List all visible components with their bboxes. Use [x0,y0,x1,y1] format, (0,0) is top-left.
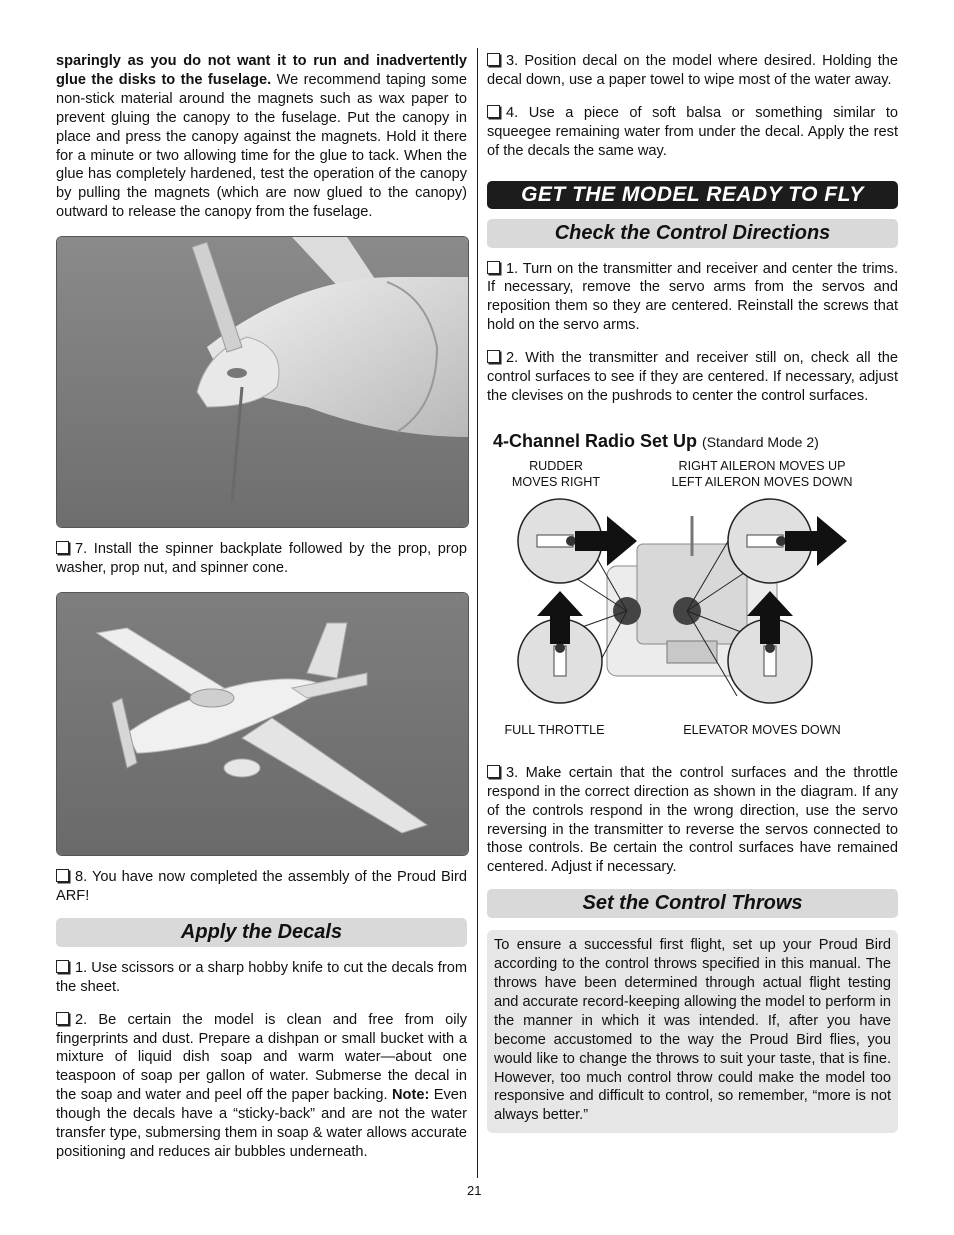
apply-decals-heading-text: Apply the Decals [180,920,343,943]
control-throws-text: To ensure a successful first flight, set up your Proud Bird according to the control throws specified in this manual. The throws have been determined through actual flight testing and accurate record-keeping allowing the model to perform in the manner in which it was intended. If, after you have become accustomed to the way the Proud Bird flies, you would like to change the throws to suit your taste, that is fine. However, too much control throw could make the model too responsive and difficult to control, so remember, “more is not always better.” [494,937,891,1124]
checkbox-icon[interactable] [56,869,69,882]
checkbox-icon[interactable] [487,105,500,118]
intro-text: We recommend taping some non-stick material around the magnets such as wax paper to prevent gluing the canopy to the fuselage. Put the canopy in place and press the canopy against the magnets. Hold it there for a minute or two allowing time for the glue to tack. When the glue has completely hardened, test the operation of the canopy by pulling the magnets (which are now glued to the canopy) outward to release the canopy from the fuselage. [56,71,467,221]
throttle-label: FULL THROTTLE [504,722,605,737]
aileron-label-line-1: RIGHT AILERON MOVES UP [678,458,846,473]
elevator-label: ELEVATOR MOVES DOWN [683,722,841,737]
ready-to-fly-heading-text: GET THE MODEL READY TO FLY [521,182,864,206]
control-throws-box [487,930,898,1133]
step-8-text: 8. You have now completed the assembly of the Proud Bird ARF! [56,868,467,904]
radio-diagram [487,458,898,748]
step-7-text: 7. Install the spinner backplate followed by the prop, prop washer, prop nut, and spinner cone. [56,541,467,577]
rudder-label-line-1: RUDDER [529,458,583,473]
checkbox-icon[interactable] [487,261,500,274]
left-column [56,52,467,1162]
checkbox-icon[interactable] [487,350,500,363]
check-step-3 [487,764,898,877]
checkbox-icon[interactable] [56,960,69,973]
check-step-2-text: 2. With the transmitter and receiver still on, check all the control surfaces to see if they are centered. If necessary, adjust the clevises on the pushrods to center the control surfaces. [487,350,898,404]
aileron-label [647,458,877,490]
checkbox-icon[interactable] [487,53,500,66]
radio-setup-title-text: 4-Channel Radio Set Up [493,430,698,451]
intro-paragraph [56,52,467,222]
decal-step-1-text: 1. Use scissors or a sharp hobby knife to cut the decals from the sheet. [56,959,467,995]
decal-step-2 [56,1011,467,1162]
checkbox-icon[interactable] [487,765,500,778]
column-divider [477,48,478,1178]
airplane-photo [56,592,469,856]
decal-step-1 [56,959,467,997]
aileron-label-line-2: LEFT AILERON MOVES DOWN [671,474,853,489]
ready-to-fly-heading [487,181,898,209]
note-label: Note: [392,1087,430,1104]
check-step-1 [487,260,898,336]
check-step-2 [487,349,898,406]
radio-setup-mode: (Standard Mode 2) [702,433,819,450]
step-7 [56,540,467,578]
checkbox-icon[interactable] [56,541,69,554]
rudder-label [491,458,621,490]
set-control-throws-heading [487,889,898,918]
decal-step-3 [487,52,898,90]
check-control-directions-heading-text: Check the Control Directions [554,221,831,244]
step-8 [56,868,467,906]
right-column [487,52,898,1133]
apply-decals-heading [56,918,467,947]
checkbox-icon[interactable] [56,1012,69,1025]
decal-step-3-text: 3. Position decal on the model where desired. Holding the decal down, use a paper towel to wipe most of the water away. [487,53,898,88]
decal-step-4 [487,104,898,161]
spinner-photo [56,236,469,528]
decal-step-2-note-text: Even though the decals have a “sticky-back” and are not the water transfer type, submersing them in soap & water allows accurate positioning and reduces air bubbles underneath. [56,1087,467,1160]
decal-step-2-text: 2. Be certain the model is clean and free from oily fingerprints and dust. Prepare a dishpan or small bucket with a mixture of liquid dish soap and warm water—about one teaspoon of soap per gallon of water. Submerse the decal in the soap and water and peel off the paper backing. [56,1011,467,1104]
radio-setup-title [493,432,898,452]
check-control-directions-heading [487,219,898,248]
page-number: 21 [467,1183,482,1198]
intro-bold-text: sparingly as you do not want it to run and inadvertently glue the disks to the fuselage. [56,53,467,88]
check-step-3-text: 3. Make certain that the control surfaces and the throttle respond in the correct direction as shown in the diagram. If any of the controls respond in the wrong direction, use the servo reversing in the transmitter to reverse the servos connected to those controls. Be certain the control surfaces have remained centered. Adjust if necessary. [487,764,898,876]
set-control-throws-heading-text: Set the Control Throws [582,892,803,915]
decal-step-4-text: 4. Use a piece of soft balsa or something similar to squeegee remaining water from under the decal. Apply the rest of the decals the same way. [487,104,898,159]
transmitter-diagram [487,496,898,716]
rudder-label-line-2: MOVES RIGHT [511,474,601,489]
check-step-1-text: 1. Turn on the transmitter and receiver and center the trims. If necessary, remove the servo arms from the servos and reposition them so they are centered. Reinstall the screws that hold on the servo arms. [487,260,898,334]
